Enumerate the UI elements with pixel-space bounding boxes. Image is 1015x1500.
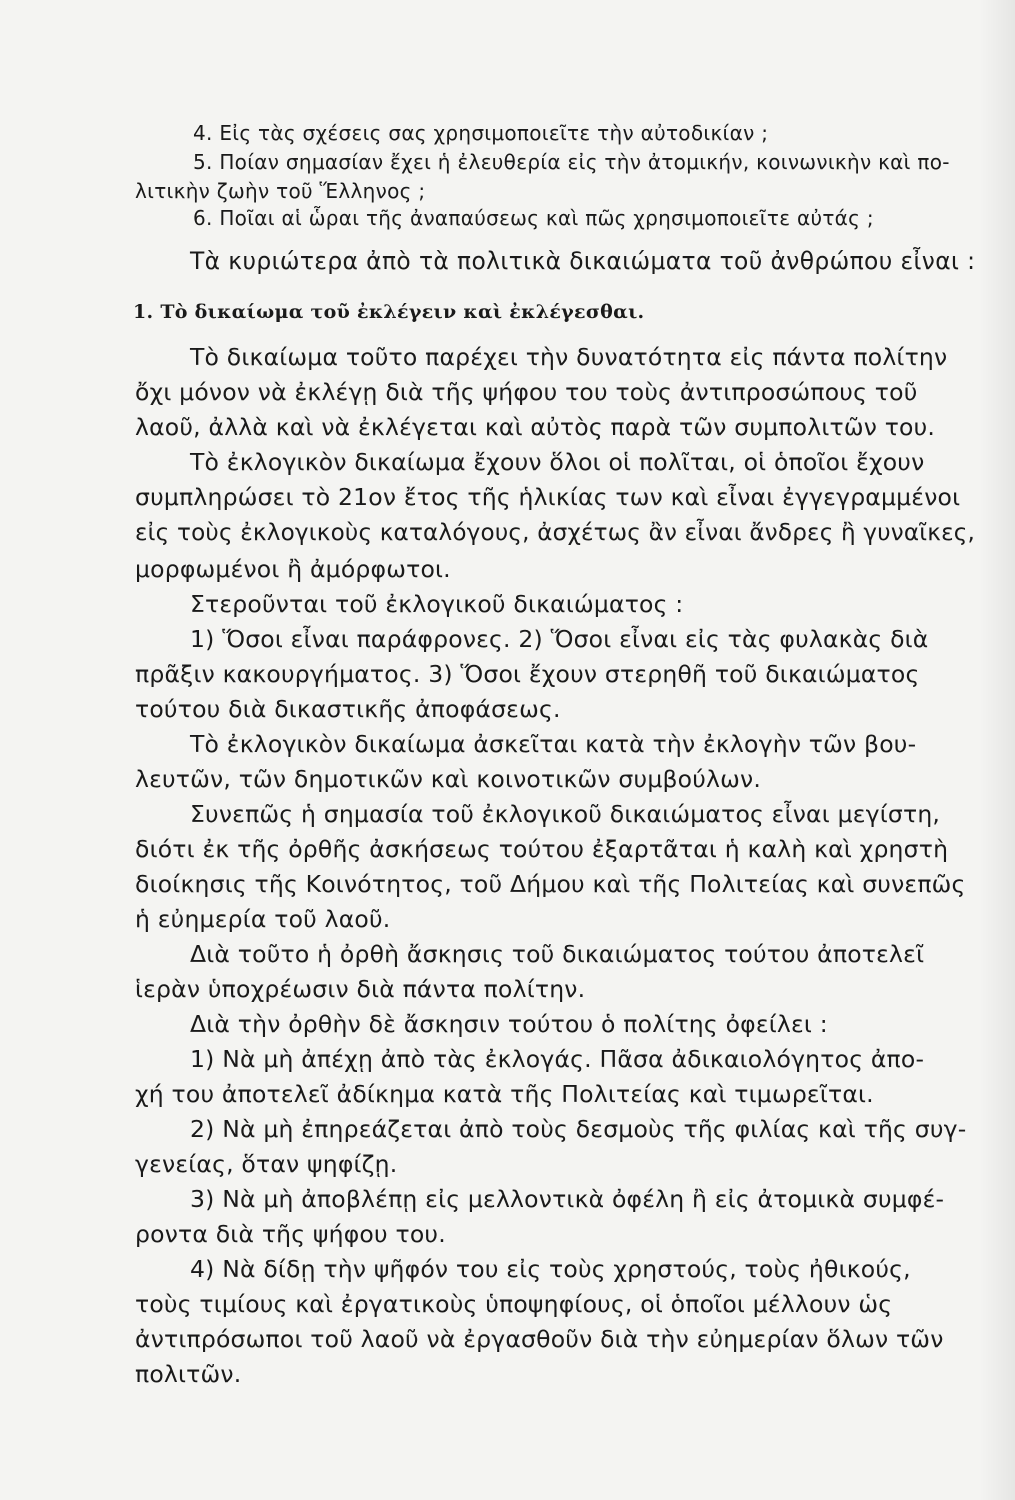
body-line: ἀντιπρόσωποι τοῦ λαοῦ νὰ ἐργασθοῦν διὰ τὴν εὐημερίαν ὅλων τῶν <box>135 1325 944 1353</box>
body-line: Τὸ ἐκλογικὸν δικαίωμα ἀσκεῖται κατὰ τὴν ἐκλογὴν τῶν βου- <box>190 730 917 758</box>
section-heading: Τὰ κυριώτερα ἀπὸ τὰ πολιτικὰ δικαιώματα τοῦ ἀνθρώπου εἶναι : <box>190 247 976 275</box>
body-line: ἱερὰν ὑποχρέωσιν διὰ πάντα πολίτην. <box>135 975 586 1003</box>
body-line: Τὸ ἐκλογικὸν δικαίωμα ἔχουν ὅλοι οἱ πολῖται, οἱ ὁποῖοι ἔχουν <box>190 448 925 476</box>
body-line: ἡ εὐημερία τοῦ λαοῦ. <box>135 905 391 933</box>
question-4: 4. Εἰς τὰς σχέσεις σας χρησιμοποιεῖτε τὴν αὐτοδικίαν ; <box>193 121 769 145</box>
body-line: συμπληρώσει τὸ 21ον ἔτος τῆς ἡλικίας των καὶ εἶναι ἐγγεγραμμένοι <box>135 483 961 511</box>
page-edge-shadow <box>979 0 1015 1500</box>
body-line: Διὰ τὴν ὀρθὴν δὲ ἄσκησιν τούτου ὁ πολίτης ὀφείλει : <box>190 1010 828 1038</box>
body-line: πολιτῶν. <box>135 1360 242 1388</box>
body-line: 3) Νὰ μὴ ἀποβλέπῃ εἰς μελλοντικὰ ὀφέλη ἢ εἰς ἀτομικὰ συμφέ- <box>190 1185 945 1213</box>
body-line: Τὸ δικαίωμα τοῦτο παρέχει τὴν δυνατότητα εἰς πάντα πολίτην <box>190 343 948 371</box>
body-line: Στεροῦνται τοῦ ἐκλογικοῦ δικαιώματος : <box>190 590 684 618</box>
body-line: πρᾶξιν κακουργήματος. 3) Ὅσοι ἔχουν στερηθῆ τοῦ δικαιώματος <box>135 660 920 688</box>
question-6: 6. Ποῖαι αἱ ὧραι τῆς ἀναπαύσεως καὶ πῶς χρησιμοποιεῖτε αὐτάς ; <box>193 206 874 230</box>
body-line: εἰς τοὺς ἐκλογικοὺς καταλόγους, ἀσχέτως ἂν εἶναι ἄνδρες ἢ γυναῖκες, <box>135 518 976 546</box>
body-line: χή του ἀποτελεῖ ἀδίκημα κατὰ τῆς Πολιτείας καὶ τιμωρεῖται. <box>135 1080 874 1108</box>
body-line: μορφωμένοι ἢ ἀμόρφωτοι. <box>135 555 451 583</box>
body-line: ὄχι μόνον νὰ ἐκλέγῃ διὰ τῆς ψήφου του τοὺς ἀντιπροσώπους τοῦ <box>135 378 918 406</box>
question-5-continued: λιτικὴν ζωὴν τοῦ Ἕλληνος ; <box>135 179 426 203</box>
body-line: λαοῦ, ἀλλὰ καὶ νὰ ἐκλέγεται καὶ αὐτὸς παρὰ τῶν συμπολιτῶν του. <box>135 413 936 441</box>
body-line: 1) Νὰ μὴ ἀπέχῃ ἀπὸ τὰς ἐκλογάς. Πᾶσα ἀδικαιολόγητος ἀπο- <box>190 1045 925 1073</box>
body-line: γενείας, ὅταν ψηφίζῃ. <box>135 1150 398 1178</box>
body-line: τούτου διὰ δικαστικῆς ἀποφάσεως. <box>135 695 561 723</box>
body-line: Διὰ τοῦτο ἡ ὀρθὴ ἄσκησις τοῦ δικαιώματος τούτου ἀποτελεῖ <box>190 940 925 968</box>
body-line: Συνεπῶς ἡ σημασία τοῦ ἐκλογικοῦ δικαιώματος εἶναι μεγίστη, <box>190 800 941 828</box>
body-line: 4) Νὰ δίδῃ τὴν ψῆφόν του εἰς τοὺς χρηστούς, τοὺς ἠθικούς, <box>190 1255 911 1283</box>
subheading: 1. Τὸ δικαίωμα τοῦ ἐκλέγειν καὶ ἐκλέγεσθαι. <box>133 301 645 323</box>
body-line: τοὺς τιμίους καὶ ἐργατικοὺς ὑποψηφίους, οἱ ὁποῖοι μέλλουν ὡς <box>135 1290 893 1318</box>
question-5: 5. Ποίαν σημασίαν ἔχει ἡ ἐλευθερία εἰς τὴν ἀτομικήν, κοινωνικὴν καὶ πο- <box>193 150 950 174</box>
body-line: διότι ἐκ τῆς ὀρθῆς ἀσκήσεως τούτου ἐξαρτᾶται ἡ καλὴ καὶ χρηστὴ <box>135 835 949 863</box>
body-line: ροντα διὰ τῆς ψήφου του. <box>135 1220 446 1248</box>
body-line: διοίκησις τῆς Κοινότητος, τοῦ Δήμου καὶ τῆς Πολιτείας καὶ συνεπῶς <box>135 870 966 898</box>
body-line: λευτῶν, τῶν δημοτικῶν καὶ κοινοτικῶν συμβούλων. <box>135 765 762 793</box>
body-line: 2) Νὰ μὴ ἐπηρεάζεται ἀπὸ τοὺς δεσμοὺς τῆς φιλίας καὶ τῆς συγ- <box>190 1115 967 1143</box>
body-line: 1) Ὅσοι εἶναι παράφρονες. 2) Ὅσοι εἶναι εἰς τὰς φυλακὰς διὰ <box>190 625 929 653</box>
